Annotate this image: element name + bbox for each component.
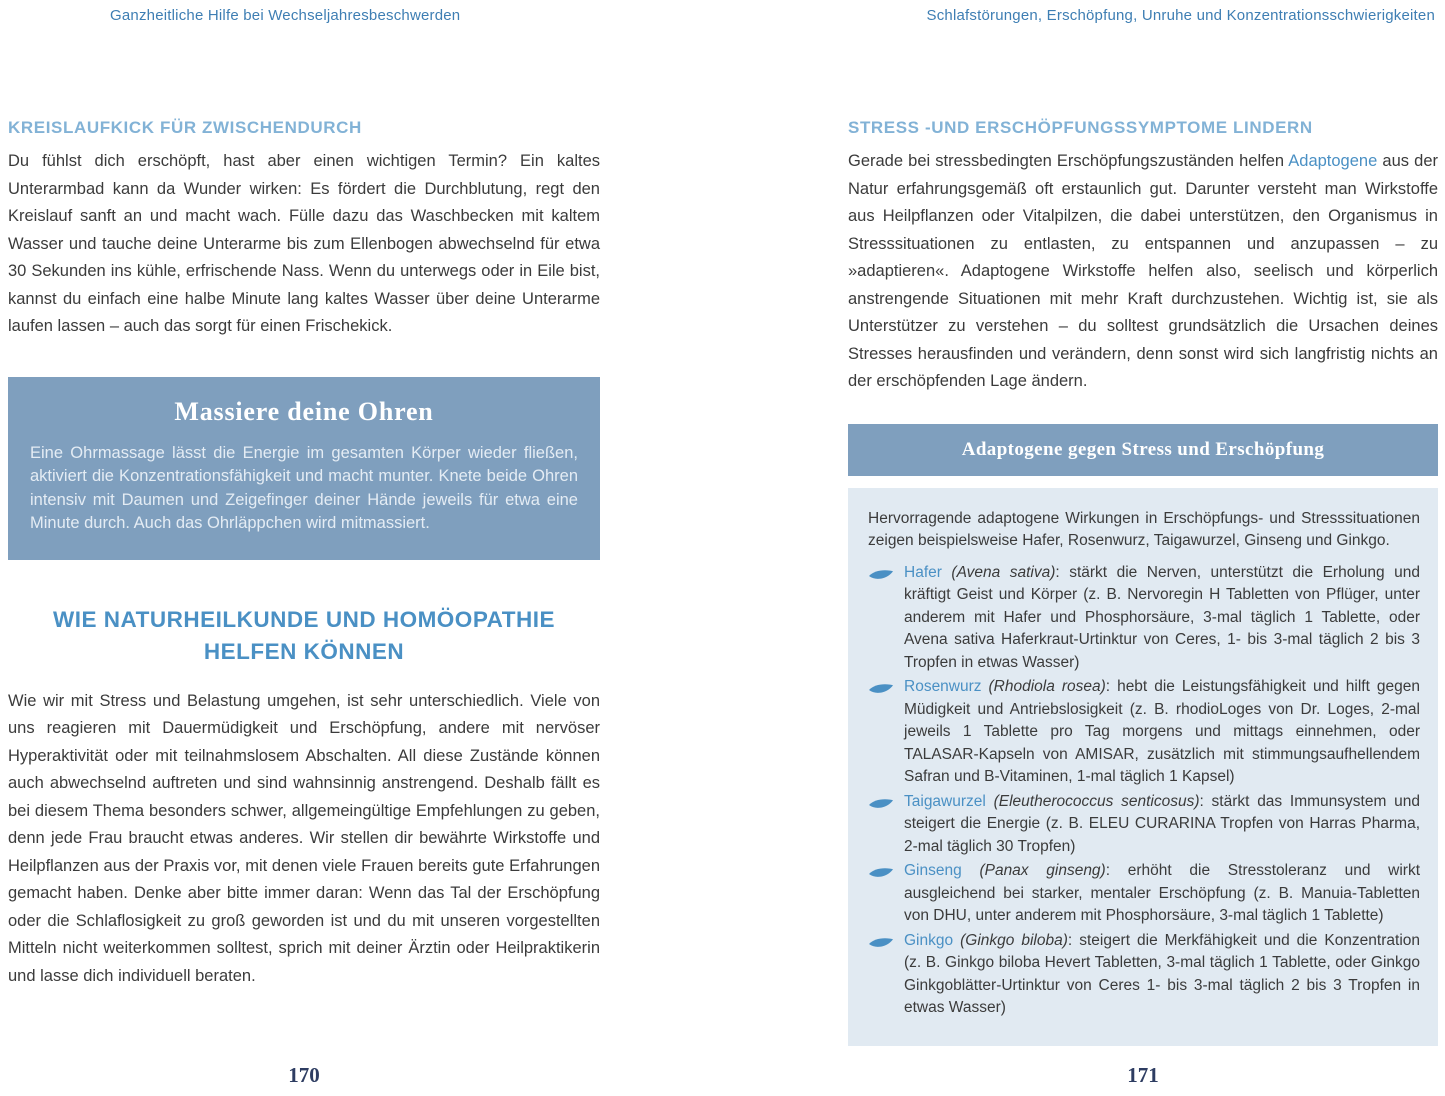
info-box-intro: Hervorragende adaptogene Wirkungen in Erschöpfungs- und Stresssituationen zeigen beispielsweise Hafer, Rosenwurz, Taigawurzel, Ginseng und Ginkgo.: [868, 509, 1420, 549]
plant-latin-name: (Panax ginseng): [961, 862, 1106, 879]
leaf-icon: [868, 865, 894, 878]
page-number-left: 170: [288, 1063, 320, 1087]
plant-description: : steigert die Merkfähigkeit und die Konzentration (z. B. Ginkgo biloba Hevert Tabletten, 3-mal täglich 1 Tablette, oder Ginkgo Ginkgoblätter-Urtinktur von Ceres 1- bis 3-mal täglich 2 bis 3 Tropfen in etwas Wasser): [904, 931, 1421, 1016]
section-heading-kreislaufkick: KREISLAUFKICK FÜR ZWISCHENDURCH: [8, 118, 362, 137]
paragraph-kreislaufkick: Du fühlst dich erschöpft, hast aber einen wichtigen Termin? Ein kaltes Unterarmbad kann da Wunder wirken: Es fördert die Durchblutung, regt den Kreislauf sanft an und macht wach. Fülle dazu das Waschbecken mit kaltem Wasser und tauche deine Unterarme bis zum Ellenbogen abwechselnd für etwa 30 Sekunden ins kühle, erfrischende Nass. Wenn du unterwegs oder in Eile bist, kannst du einfach eine halbe Minute lang kaltes Wasser über deine Unterarme laufen lassen – auch das sorgt für einen Frischekick.: [8, 152, 600, 335]
list-item-taigawurzel: [868, 791, 1420, 859]
plant-description: : hebt die Leistungsfähigkeit und hilft gegen Müdigkeit und Antriebslosigkeit (z. B. rhodioLoges von Dr. Loges, 2-mal jeweils 1 Tablette pro Tag morgens und mittags einnehmen, oder TALASAR-Kapseln von AMISAR, zusätzlich mit stimmungsaufhellendem Safran und B-Vitaminen, 1-mal täglich 1 Kapsel): [904, 678, 1420, 785]
list-item-rosenwurz: [868, 676, 1420, 789]
leaf-icon: [868, 681, 894, 694]
paragraph-adaptogene: [848, 148, 1438, 396]
plant-name: Ginkgo: [904, 931, 954, 949]
paragraph-adaptogene-after: aus der Natur erfahrungsgemäß oft erstaunlich gut. Darunter versteht man Wirkstoffe aus Heilpflanzen oder Vitalpilzen, die dabei unterstützen, den Organismus in Stresssituationen zu entlasten, zu entspannen und anzupassen – zu »adaptieren«. Adaptogene Wirkstoffe helfen also, seelisch und körperlich anstrengende Situationen mit mehr Kraft durchzustehen. Wichtig ist, sie als Unterstützer zu verstehen – du solltest grundsätzlich die Ursachen deines Stresses herausfinden und verändern, denn sonst wird sich langfristig nichts an der erschöpfenden Lage ändern.: [848, 152, 1438, 390]
tip-box-ohrmassage: [8, 377, 600, 560]
leaf-icon: [868, 935, 894, 948]
adaptogene-keyword: Adaptogene: [1288, 152, 1378, 170]
paragraph-naturheilkunde: Wie wir mit Stress und Belastung umgehen, ist sehr unterschiedlich. Viele von uns reagieren mit Dauermüdigkeit und Erschöpfung, andere mit nervöser Hyperaktivität oder mit teilnahmslosem Abschalten. All diese Zustände können auch abwechselnd auftreten und sind wahnsinnig anstrengend. Deshalb fällt es bei diesem Thema besonders schwer, allgemeingültige Empfehlungen zu geben, denn jede Frau braucht etwas anderes. Wir stellen dir bewährte Wirkstoffe und Heilpflanzen aus der Praxis vor, mit denen viele Frauen bereits gute Erfahrungen gemacht haben. Denke aber bitte immer daran: Wenn das Tal der Erschöpfung oder die Schlaflosigkeit zu groß geworden ist und du mit unseren vorgestellten Mitteln nicht weiterkommen solltest, sprich mit deiner Ärztin oder Heilpraktikerin und lasse dich individuell beraten.: [8, 691, 600, 985]
page-number-right: 171: [1127, 1063, 1159, 1087]
list-item-hafer: [868, 562, 1420, 675]
plant-latin-name: (Avena sativa): [941, 563, 1056, 581]
section-heading-stress: STRESS -UND ERSCHÖPFUNGSSYMPTOME LINDERN: [848, 118, 1313, 137]
page-left: [0, 0, 722, 1096]
plant-latin-name: (Eleutherococcus senticosus): [985, 792, 1200, 810]
plant-name: Rosenwurz: [904, 678, 982, 695]
plant-description: : erhöht die Stresstoleranz und wirkt ausgleichend bei starker, mentaler Erschöpfung (z. B. Manuia-Tabletten von DHU, unter anderem mit Phosphorsäure, 3-mal täglich 1 Tablette): [904, 862, 1421, 924]
tip-box-title: Massiere deine Ohren: [174, 396, 434, 426]
info-box-panel: [848, 488, 1438, 1046]
tip-box-body: Eine Ohrmassage lässt die Energie im gesamten Körper wieder fließen, aktiviert die Konzentrationsfähigkeit und macht munter. Knete beide Ohren intensiv mit Daumen und Zeigefinger deiner Hände jeweils für etwa eine Minute durch. Auch das Ohrläppchen wird mitmassiert.: [30, 443, 578, 532]
plant-name: Hafer: [904, 563, 942, 581]
paragraph-adaptogene-before: Gerade bei stressbedingten Erschöpfungszuständen helfen: [848, 152, 1289, 170]
info-box-header: Adaptogene gegen Stress und Erschöpfung: [848, 424, 1438, 476]
list-item-ginseng: [868, 860, 1420, 928]
remedy-list: [868, 562, 1420, 1020]
leaf-icon: [868, 567, 894, 580]
plant-name: Ginseng: [904, 862, 962, 879]
list-item-ginkgo: [868, 930, 1420, 1020]
plant-description: : stärkt das Immunsystem und steigert die Energie (z. B. ELEU CURARINA Tropfen von Harras Pharma, 2-mal täglich 30 Tropfen): [904, 792, 1420, 855]
section-heading-naturheilkunde: WIE NATURHEILKUNDE UND HOMÖOPATHIE HELFEN KÖNNEN: [53, 606, 555, 664]
leaf-icon: [868, 796, 894, 809]
running-head-left: Ganzheitliche Hilfe bei Wechseljahresbeschwerden: [110, 7, 461, 24]
plant-description: : stärkt die Nerven, unterstützt die Erholung und kräftigt Geist und Körper (z. B. Nervoregin H Tabletten von Pflüger, unter anderem mit Hafer und Phosphorsäure, 3-mal täglich 1 Tablette, oder Avena sativa Haferkraut-Urtinktur von Ceres, 1- bis 3-mal täglich 2 bis 3 Tropfen in etwas Wasser): [904, 563, 1420, 671]
plant-latin-name: (Ginkgo biloba): [953, 931, 1068, 949]
plant-latin-name: (Rhodiola rosea): [981, 678, 1106, 695]
running-head-right: Schlafstörungen, Erschöpfung, Unruhe und Konzentrationsschwierigkeiten: [926, 7, 1435, 24]
plant-name: Taigawurzel: [904, 792, 986, 810]
page-right: [722, 0, 1444, 1096]
